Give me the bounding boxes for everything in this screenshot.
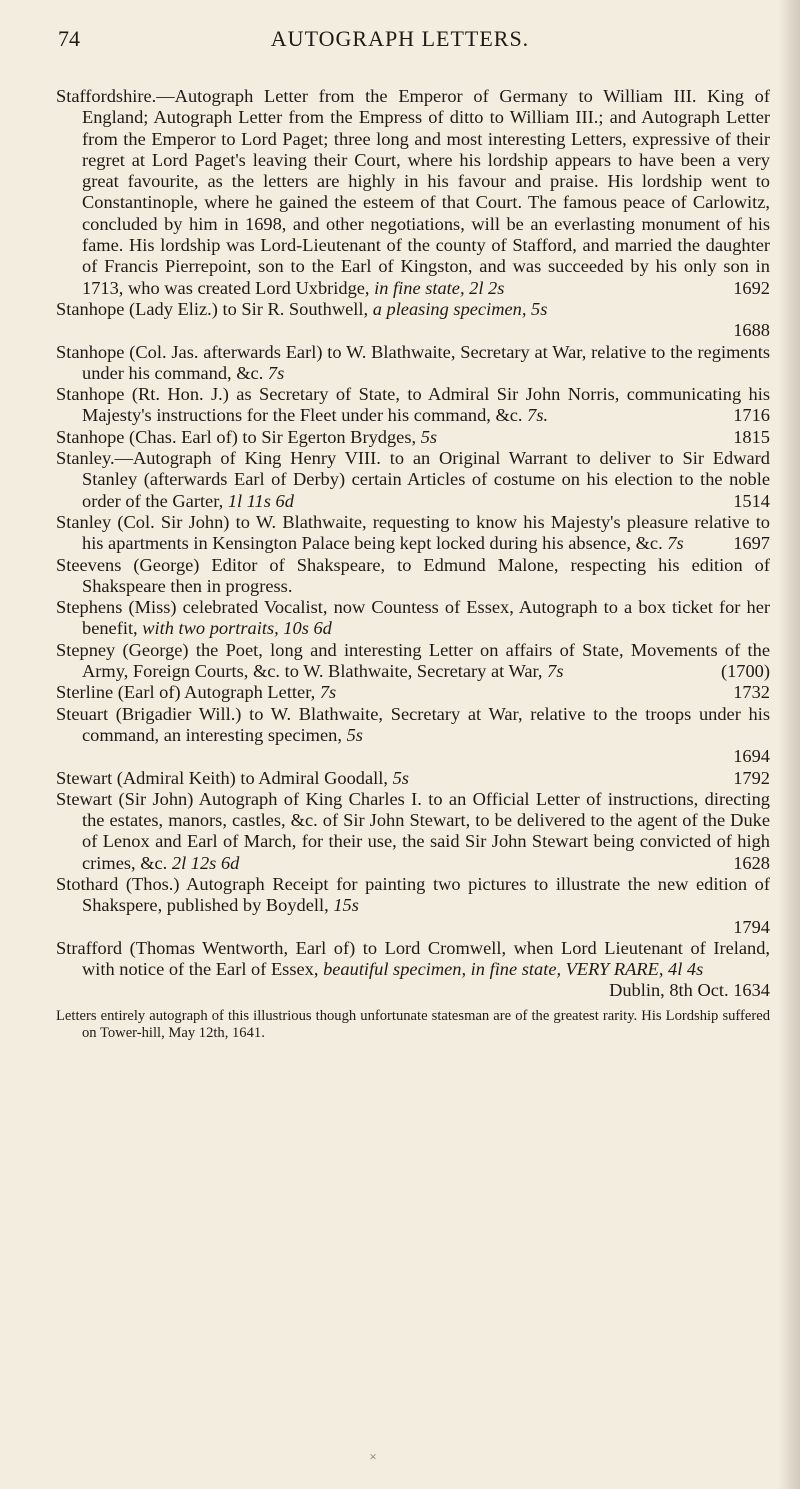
entry-text: Sterline (Earl of) Autograph Letter, bbox=[56, 682, 316, 703]
catalogue-entry bbox=[56, 874, 770, 938]
catalogue-entry bbox=[56, 555, 770, 598]
entry-date: 1697 bbox=[733, 533, 770, 554]
entry-date-wrap bbox=[733, 682, 770, 703]
catalogue-entry bbox=[56, 384, 770, 427]
entry-date: 1692 bbox=[733, 277, 770, 298]
entry-price: 15s bbox=[333, 895, 359, 916]
catalogue-entry bbox=[56, 768, 770, 789]
entry-price: in fine state, 2l 2s bbox=[374, 277, 505, 298]
entry-date-wrap bbox=[733, 405, 770, 426]
catalogue-entry bbox=[56, 682, 770, 703]
entry-price: 7s bbox=[667, 533, 684, 554]
entry-price: 5s bbox=[420, 426, 438, 447]
catalogue-entry bbox=[56, 299, 770, 342]
entry-date: 1628 bbox=[733, 852, 770, 873]
entry-text: Stephens (Miss) celebrated Vocalist, now Countess of Essex, Autograph to a box ticket for her benefit, bbox=[56, 597, 770, 639]
entry-text: Stanhope (Rt. Hon. J.) as Secretary of State, to Admiral Sir John Norris, communicating his Majesty's instructions for the Fleet under his command, &c. bbox=[56, 384, 770, 426]
page-mark: ˟ bbox=[370, 1450, 377, 1469]
catalogue-body bbox=[56, 86, 770, 1056]
entry-text: Stanhope (Col. Jas. afterwards Earl) to W. Blathwaite, Secretary at War, relative to the regiments under his command, &c. bbox=[56, 341, 770, 383]
entry-price: beautiful specimen, in fine state, VERY RARE, 4l 4s bbox=[323, 959, 704, 980]
entry-price: 5s bbox=[346, 724, 363, 745]
entry-price: 2l 12s 6d bbox=[171, 852, 240, 873]
entry-date-wrap bbox=[733, 533, 770, 554]
entry-text: Steuart (Brigadier Will.) to W. Blathwaite, Secretary at War, relative to the troops under his command, an interesting specimen, bbox=[56, 703, 770, 745]
entry-price: 7s bbox=[267, 362, 285, 383]
entry-date-wrap bbox=[733, 426, 770, 448]
entry-price: 5s bbox=[392, 767, 409, 788]
catalogue-entry bbox=[56, 512, 770, 555]
entry-date: 1694 bbox=[733, 746, 770, 767]
catalogue-entry bbox=[56, 342, 770, 385]
footnote: Letters entirely autograph of this illustrious though unfortunate statesman are of the greatest rarity. His Lordship suffered on Tower-hill, May 12th, 1641. bbox=[56, 1007, 770, 1041]
catalogue-entry bbox=[56, 448, 770, 512]
entry-text: Stewart (Sir John) Autograph of King Charles I. to an Official Letter of instructions, directing the estates, manors, castles, &c. of Sir John Stewart, to be delivered to the agent of the Duke of Lenox and Earl of March, for their use, the said Sir John Stewart being convicted of high crimes, &c. bbox=[56, 788, 770, 873]
entry-date: Dublin, 8th Oct. 1634 bbox=[609, 980, 770, 1001]
entry-date: (1700) bbox=[720, 661, 770, 682]
entry-date: 1792 bbox=[733, 767, 770, 788]
running-head: AUTOGRAPH LETTERS. bbox=[270, 26, 530, 51]
catalogue-entry bbox=[56, 86, 770, 299]
entry-list bbox=[56, 86, 770, 1002]
entry-price: with two portraits, 10s 6d bbox=[142, 618, 332, 639]
entry-date-wrap bbox=[733, 767, 770, 789]
entry-date-wrap bbox=[733, 490, 770, 512]
page-edge-shadow bbox=[778, 0, 800, 1489]
page-number: 74 bbox=[58, 26, 80, 51]
entry-date: 1688 bbox=[733, 320, 770, 341]
entry-text: Stanhope (Chas. Earl of) to Sir Egerton Brydges, bbox=[56, 426, 417, 447]
entry-text: Stanhope (Lady Eliz.) to Sir R. Southwell, bbox=[56, 298, 369, 319]
catalogue-entry bbox=[56, 704, 770, 768]
catalogue-entry bbox=[56, 427, 770, 448]
entry-text: Stewart (Admiral Keith) to Admiral Goodall, bbox=[56, 767, 388, 788]
entry-text: Staffordshire.—Autograph Letter from the Emperor of Germany to William III. King of England; Autograph Letter from the Empress of ditto to William III.; and Autograph Letter from the Emperor to Lord Paget; three long and most interesting Letters, expressive of their regret at Lord Paget's leaving their Court, where his lordship appears to have been a very great favourite, as the letters are highly in his favour and praise. His lordship went to Constantinople, where he gained the esteem of that Court. The famous peace of Carlowitz, concluded by him in 1698, and other negotiations, will be an everlasting monument of his fame. His lordship was Lord-Lieutenant of the county of Stafford, and married the daughter of Francis Pierrepoint, son to the Earl of Kingston, and was succeeded by his only son in 1713, who was created Lord Uxbridge, bbox=[56, 86, 770, 298]
entry-date: 1794 bbox=[733, 916, 770, 937]
catalogue-entry bbox=[56, 597, 770, 640]
entry-text: Stepney (George) the Poet, long and interesting Letter on affairs of State, Movements of the Army, Foreign Courts, &c. to W. Blathwaite, Secretary at War, bbox=[56, 639, 770, 682]
catalogue-entry bbox=[56, 789, 770, 874]
catalogue-entry bbox=[56, 640, 770, 683]
entry-date: 1732 bbox=[733, 682, 770, 703]
page-header bbox=[0, 22, 800, 62]
entry-date: 1716 bbox=[733, 405, 770, 426]
entry-text: Stanley.—Autograph of King Henry VIII. to an Original Warrant to deliver to Sir Edward Stanley (afterwards Earl of Derby) certain Articles of costume on his election to the noble order of the Garter, bbox=[56, 448, 770, 511]
entry-date-wrap bbox=[733, 852, 770, 874]
entry-date: 1514 bbox=[733, 490, 770, 511]
entry-price: 7s bbox=[547, 661, 564, 682]
entry-text: Strafford (Thomas Wentworth, Earl of) to Lord Cromwell, when Lord Lieutenant of Ireland, with notice of the Earl of Essex, bbox=[56, 937, 770, 980]
entry-price: 7s bbox=[319, 682, 337, 703]
entry-date: 1815 bbox=[733, 426, 770, 447]
entry-text: Stothard (Thos.) Autograph Receipt for painting two pictures to illustrate the new edition of Shakspere, published by Boydell, bbox=[56, 873, 770, 916]
catalogue-entry bbox=[56, 938, 770, 1002]
entry-date-wrap bbox=[733, 277, 770, 299]
entry-price: 1l 11s 6d bbox=[227, 490, 294, 511]
entry-price: a pleasing specimen, 5s bbox=[372, 298, 548, 319]
entry-text: Stanley (Col. Sir John) to W. Blathwaite, requesting to know his Majesty's pleasure relative to his apartments in Kensington Palace being kept locked during his absence, &c. bbox=[56, 511, 770, 554]
entry-text: Steevens (George) Editor of Shakspeare, to Edmund Malone, respecting his edition of Shakspeare then in progress. bbox=[56, 554, 770, 596]
entry-price: 7s. bbox=[527, 405, 549, 426]
entry-date-wrap bbox=[720, 661, 770, 682]
